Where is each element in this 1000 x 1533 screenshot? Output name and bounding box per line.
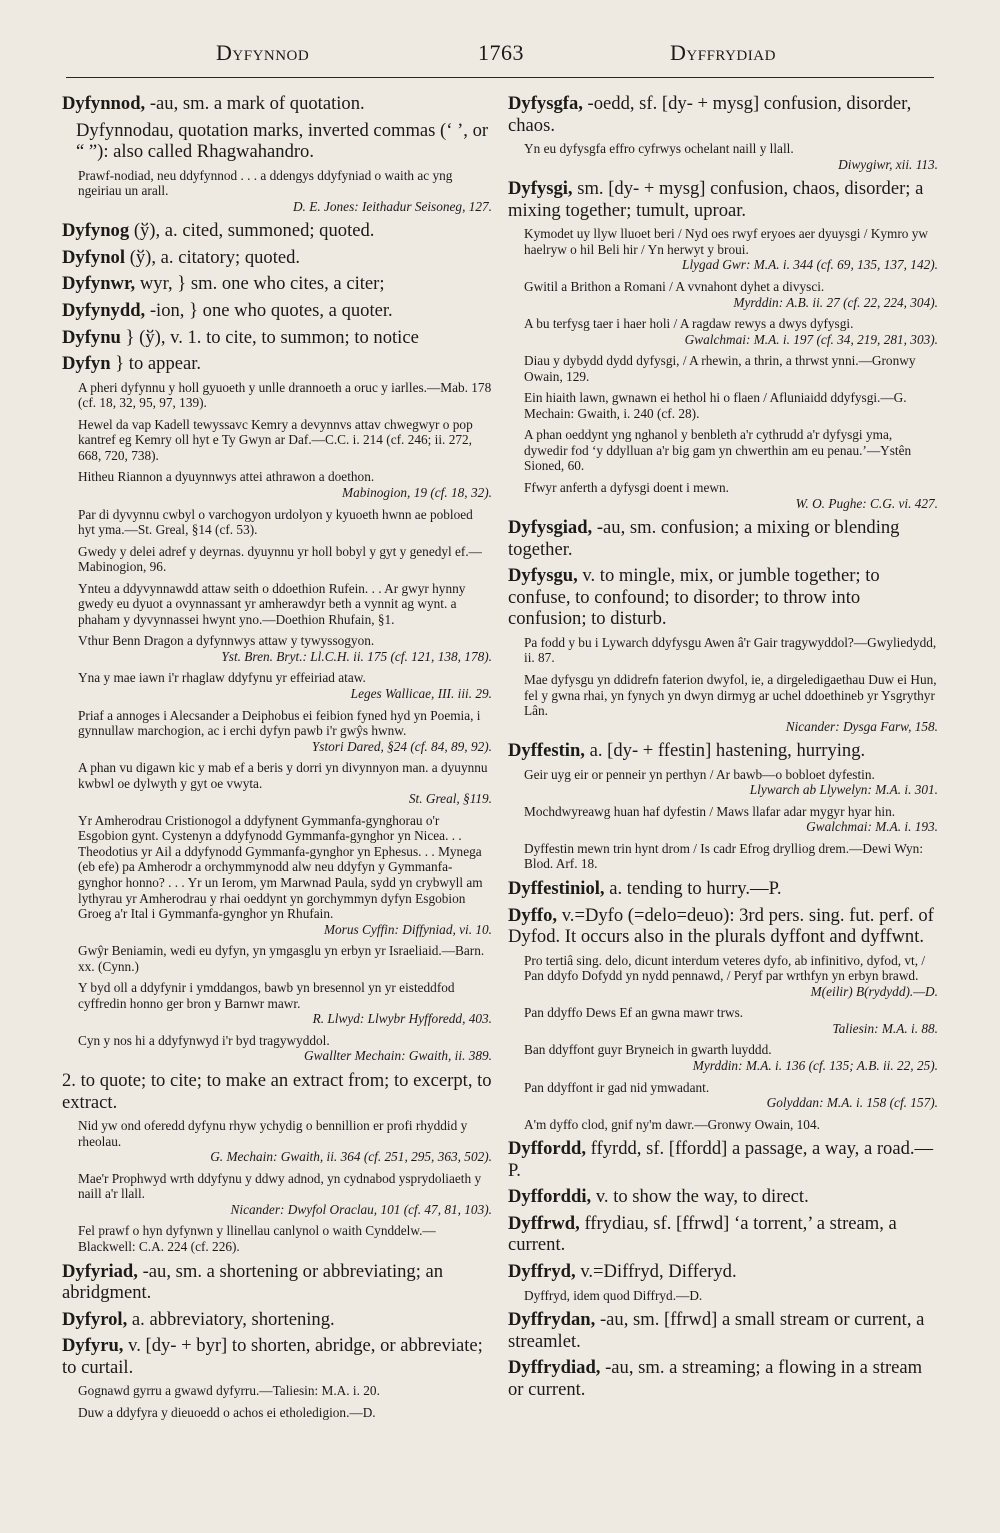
quotation <box>524 427 938 474</box>
quotation-text: Par di dyvynnu cwbyl o varchogyon urdolyon y kyuoeth hwnn ae pobloed hyt yma.—St. Greal, §14 (cf. 53). <box>78 506 473 538</box>
dictionary-entry <box>62 1309 492 1331</box>
quotation <box>78 943 492 974</box>
quotation-text: A pheri dyfynnu y holl gyuoeth y unlle drannoeth a oruc y iarlles.—Mab. 178 (cf. 18, 32, 95, 97, 139). <box>78 379 492 411</box>
definition: (ў), a. cited, summoned; quoted. <box>133 220 375 242</box>
dictionary-entry <box>508 565 938 630</box>
quotation-text: Mae'r Prophwyd wrth ddyfynu y ddwy adnod, yn cydnabod ysprydoliaeth y naill a'r llall. <box>78 1170 482 1202</box>
quotation <box>524 1288 938 1304</box>
dictionary-entry <box>508 1309 938 1352</box>
quotation <box>78 633 492 664</box>
quotation <box>524 1005 938 1036</box>
citation: Morus Cyffin: Diffyniad, vi. 10. <box>323 921 492 937</box>
headword: Dyfynydd, <box>62 300 146 322</box>
dictionary-entry <box>62 93 492 115</box>
quotation-text: Pa fodd y bu i Lywarch ddyfysgu Awen â'r Gair tragywyddol?—Gwyliedydd, ii. 87. <box>524 634 937 666</box>
citation: G. Mechain: Gwaith, ii. 364 (cf. 251, 295, 363, 502). <box>210 1149 492 1165</box>
quotation <box>78 813 492 937</box>
definition: -au, sm. a mark of quotation. <box>149 93 365 114</box>
citation: Myrddin: A.B. ii. 27 (cf. 22, 224, 304). <box>733 294 938 310</box>
definition: -oedd, sf. [dy- + mysg] confusion, disorder, chaos. <box>508 93 912 136</box>
quotation <box>78 168 492 215</box>
definition: -au, sm. a streaming; a flowing in a stream or current. <box>508 1357 923 1400</box>
dictionary-entry <box>62 220 492 242</box>
quotation-text: Nid yw ond oferedd dyfynu rhyw ychydig o bennillion er profi rhyddid y rheolau. <box>78 1118 468 1149</box>
quotation <box>524 316 938 347</box>
headword: Dyffordd, <box>508 1138 586 1160</box>
citation: D. E. Jones: Ieithadur Seisoneg, 127. <box>292 198 492 214</box>
quotation <box>78 670 492 701</box>
dictionary-entry <box>62 300 492 322</box>
quotation <box>78 1171 492 1218</box>
quotation <box>524 953 938 1000</box>
quotation-text: Y byd oll a ddyfynir i ymddangos, bawb yn bresennol yn yr eisteddfod cyffredin honno ger bron y Barnwr mawr. <box>78 980 455 1011</box>
quotation-text: A phan oeddynt yng nghanol y benbleth a'r cythrudd a'r dyfysgi yma, dywedir fod ‘y ddylluan a'r big gam yn chwerthin am eu penau.’—Ystên Sioned, 60. <box>524 427 912 474</box>
definition: a. abbreviatory, shortening. <box>131 1308 335 1330</box>
header-rule <box>66 77 934 78</box>
quotation <box>524 767 938 798</box>
citation: Gwalchmai: M.A. i. 193. <box>806 819 938 835</box>
headword: Dyfforddi, <box>508 1186 592 1208</box>
definition: ffyrdd, sf. [ffordd] a passage, a way, a road.—P. <box>508 1138 934 1181</box>
dictionary-entry <box>508 1186 938 1208</box>
quotation-text: Kymodet uy llyw lluoet beri / Nyd oes rwyf eryoes aer dyuysgi / Kymro yw haelryw o hil Beli hir / Yn herwyt y broui. <box>524 226 929 257</box>
definition: } (ў), v. 1. to cite, to summon; to notice <box>125 326 419 348</box>
headword: Dyfyriad, <box>62 1260 138 1282</box>
headword: Dyffestiniol, <box>508 878 605 900</box>
headword: Dyfyrol, <box>62 1308 128 1330</box>
definition: a. [dy- + ffestin] hastening, hurrying. <box>589 740 866 762</box>
definition: v. [dy- + byr] to shorten, abridge, or abbreviate; to curtail. <box>62 1335 483 1378</box>
headword: Dyffrydiad, <box>508 1357 601 1379</box>
quotation-text: A phan vu digawn kic y mab ef a beris y dorri yn divynnyon man. a dyuynnu kwbwl oe dylwyth y gyt oe vwyta. <box>78 760 488 791</box>
quotation <box>78 708 492 755</box>
headword: Dyfysgu, <box>508 565 578 587</box>
quotation <box>524 1080 938 1111</box>
right-column <box>508 93 938 1405</box>
citation: Llywarch ab Llywelyn: M.A. i. 301. <box>749 782 938 798</box>
headword: Dyfynog <box>62 220 130 242</box>
dictionary-entry <box>62 1335 492 1378</box>
definition: -au, sm. [ffrwd] a small stream or current, a streamlet. <box>508 1309 925 1352</box>
quotation-text: Ein hiaith lawn, gwnawn ei hethol hi o flaen / Afluniaidd ddyfysgi.—G. Mechain: Gwaith, i. 240 (cf. 28). <box>524 390 907 421</box>
quotation-text: Dyffestin mewn trin hynt drom / Is cadr Efrog drylliog drem.—Dewi Wyn: Blod. Arf. 18. <box>524 840 924 872</box>
quotation <box>78 417 492 464</box>
definition: v.=Dyfo (=delo=deuo): 3rd pers. sing. fut. perf. of Dyfod. It occurs also in the plurals dyffont and dyffwnt. <box>508 904 934 948</box>
page-number: 1763 <box>478 40 524 65</box>
sub-definition <box>76 120 492 163</box>
headword: Dyffo, <box>508 904 558 926</box>
quotation-text: Gwitil a Brithon a Romani / A vvnahont dyhet a divysci. <box>524 278 825 294</box>
headword: Dyfynwr, <box>62 273 136 295</box>
quotation-text: Priaf a annoges i Alecsander a Deiphobus ei feibion fyned hyd yn Poemia, i gynnullaw marchogion, ac i erchi dyfyn pawb i'r gwŷs hwnw. <box>78 707 481 739</box>
quotation <box>78 469 492 500</box>
quotation-text: Vthur Benn Dragon a dyfynnwys attaw y tywyssogyon. <box>78 633 375 649</box>
headword: Dyfysgiad, <box>508 517 593 539</box>
dictionary-entry <box>62 273 492 295</box>
quotation <box>78 544 492 575</box>
headword: Dyffestin, <box>508 740 585 762</box>
dictionary-entry <box>508 878 938 900</box>
quotation <box>524 390 938 421</box>
quotation <box>78 1223 492 1254</box>
left-column <box>62 93 492 1426</box>
headword: Dyffrwd, <box>508 1212 580 1234</box>
headword: Dyfysgi, <box>508 178 573 200</box>
quotation-text: Geir uyg eir or penneir yn perthyn / Ar bawb—o bobloet dyfestin. <box>524 766 875 782</box>
quotation <box>524 279 938 310</box>
quotation <box>78 380 492 411</box>
citation: Nicander: Dwyfol Oraclau, 101 (cf. 47, 81, 103). <box>230 1201 492 1217</box>
quotation <box>524 480 938 511</box>
citation: Myrddin: M.A. i. 136 (cf. 135; A.B. ii. 22, 25). <box>692 1058 938 1073</box>
citation: Diwygiwr, xii. 113. <box>838 156 938 172</box>
definition: v. to show the way, to direct. <box>595 1186 809 1208</box>
quotation <box>524 635 938 666</box>
citation: M(eilir) B(rydydd).—D. <box>810 983 938 999</box>
quotation-text: Prawf-nodiad, neu ddyfynnod . . . a ddengys ddyfyniad o waith ac yng ngeiriau un arall. <box>78 167 453 199</box>
quotation <box>78 1033 492 1064</box>
running-head-left: Dyfynnod <box>216 40 310 65</box>
citation: Yst. Bren. Bryt.: Ll.C.H. ii. 175 (cf. 121, 138, 178). <box>221 648 492 664</box>
quotation-text: A'm dyffo clod, gnif ny'm dawr.—Gronwy Owain, 104. <box>524 1116 820 1132</box>
citation: St. Greal, §119. <box>408 791 492 807</box>
dictionary-entry <box>508 517 938 560</box>
numbered-sense <box>62 1070 492 1113</box>
headword: Dyfynnod, <box>62 93 146 114</box>
quotation <box>78 980 492 1027</box>
headword: Dyfysgfa, <box>508 93 583 114</box>
quotation-text: Ban ddyffont guyr Bryneich in gwarth luyddd. <box>524 1042 772 1058</box>
running-head-right: Dyffrydiad <box>670 40 776 65</box>
dictionary-entry <box>508 93 938 136</box>
quotation-text: Ynteu a ddyvynnawdd attaw seith o ddoethion Rufein. . . Ar gwyr hynny gwedy eu dyuot a ovynnassant yr amherawdyr beth a vynnit ag wynt. a phaham y dyvynnassei hwynt yno.—Doethion Rhufain, §1. <box>78 580 466 627</box>
headword: Dyfynu <box>62 326 121 348</box>
quotation-text: Pan ddyffont ir gad nid ymwadant. <box>524 1079 710 1095</box>
quotation-text: Fel prawf o hyn dyfynwn y llinellau canlynol o waith Cynddelw.—Blackwell: C.A. 224 (cf. 226). <box>78 1223 436 1254</box>
citation: Nicander: Dysga Farw, 158. <box>785 718 938 734</box>
quotation-text: Hitheu Riannon a dyuynnwys attei athrawon a doethon. <box>78 469 375 485</box>
headword: Dyfynol <box>62 246 126 268</box>
definition: v. to mingle, mix, or jumble together; to confuse, to confound; to disorder; to throw into confusion; to disturb. <box>508 565 880 630</box>
quotation-text: Pan ddyffo Dews Ef an gwna mawr trws. <box>524 1005 744 1021</box>
headword: Dyffrydan, <box>508 1309 596 1331</box>
citation: Llygad Gwr: M.A. i. 344 (cf. 69, 135, 137, 142). <box>682 257 938 273</box>
headword: Dyfyru, <box>62 1335 124 1357</box>
quotation <box>524 841 938 872</box>
dictionary-entry <box>508 178 938 221</box>
definition: v.=Diffryd, Differyd. <box>580 1261 737 1282</box>
headword: Dyfyn <box>62 353 111 375</box>
definition: ffrydiau, sf. [ffrwd] ‘a torrent,’ a stream, a current. <box>508 1212 897 1256</box>
dictionary-entry <box>508 1357 938 1400</box>
citation: Gwalchmai: M.A. i. 197 (cf. 34, 219, 281, 303). <box>684 331 938 347</box>
citation: Ystori Dared, §24 (cf. 84, 89, 92). <box>311 738 492 754</box>
quotation-text: Yn eu dyfysgfa effro cyfrwys ochelant naill y llall. <box>524 141 794 157</box>
quotation-text: A bu terfysg taer i haer holi / A ragdaw rewys a dwys dyfysgi. <box>524 316 854 332</box>
quotation-text: Hewel da vap Kadell tewyssavc Kemry a devynnvs attav chwegwyr o pop kantref eg Kemry oll hyt e Ty Gwyn ar Daf.—C.C. i. 214 (cf. 246; ii. 272, 668, 720, 738). <box>78 416 473 463</box>
dictionary-entry <box>508 1261 938 1283</box>
citation: R. Llwyd: Llwybr Hyfforedd, 403. <box>312 1011 492 1027</box>
quotation <box>524 141 938 172</box>
quotation <box>524 1117 938 1133</box>
citation: Mabinogion, 19 (cf. 18, 32). <box>342 484 492 500</box>
citation: W. O. Pughe: C.G. vi. 427. <box>795 495 938 511</box>
citation: Gwallter Mechain: Gwaith, ii. 389. <box>304 1048 492 1064</box>
quotation <box>524 1042 938 1073</box>
quotation-text: Dyffryd, idem quod Diffryd.—D. <box>524 1287 703 1303</box>
definition: } to appear. <box>115 353 202 375</box>
quotation-text: Gognawd gyrru a gwawd dyfyrru.—Taliesin: M.A. i. 20. <box>78 1383 380 1399</box>
quotation-text: Duw a ddyfyra y dieuoedd o achos ei etholedigion.—D. <box>78 1404 376 1420</box>
dictionary-entry <box>508 905 938 948</box>
quotation-text: Yr Amherodrau Cristionogol a ddyfynent Gymmanfa-gynghorau o'r Esgobion gynt. Cystenyn a ddyfynodd Gymmanfa-gynghor yn Nicea. . . Theodotius yr Ail a ddyfynodd Gymmanfa-gynghor yn Ephesus. . . Mynega (eb efe) pa Amherodr a orchymmynodd alw neu ddyfyn y Gymmanfa-gynghor honno? . . . Yr un Ierom, ym Marwnad Paula, sydd yn crybwyll am lythyrau yr Amherodrau y rhai oeddynt yn gorchymmyn dyfyn Esgobion Groeg a'r Ital i Gymmanfa-gynghor yn Rhufain. <box>78 812 483 922</box>
dictionary-entry <box>62 247 492 269</box>
quotation-text: Mae dyfysgu yn ddidrefn faterion dwyfol, ie, a dirgeledigaethau Duw ei Hun, fel y gwna rhai, yn fynych yn dwyn dirmyg ar uchel ddoethineb yr Ysgrythyr Lân. <box>524 672 937 719</box>
quotation <box>78 581 492 628</box>
quotation-text: Diau y dybydd dydd dyfysgi, / A rhewin, a thrin, a thrwst ynni.—Gronwy Owain, 129. <box>524 353 916 384</box>
quotation <box>78 760 492 807</box>
quotation-text: Mochdwyreawg huan haf dyfestin / Maws llafar adar mygyr hyar hin. <box>524 803 896 819</box>
quotation <box>78 1383 492 1399</box>
dictionary-entry <box>508 1213 938 1256</box>
dictionary-entry <box>62 1261 492 1304</box>
citation: Taliesin: M.A. i. 88. <box>832 1020 938 1036</box>
quotation <box>78 507 492 538</box>
definition: sm. [dy- + mysg] confusion, chaos, disorder; a mixing together; tumult, uproar. <box>508 178 924 221</box>
quotation-text: Gwŷr Beniamin, wedi eu dyfyn, yn ymgasglu yn erbyn yr Israeliaid.—Barn. xx. (Cynn.) <box>78 943 485 974</box>
quotation-text: Dyfynnodau, quotation marks, inverted commas (‘ ’, or “ ”): also called Rhagwahandro. <box>76 119 489 163</box>
quotation <box>524 353 938 384</box>
quotation <box>78 1405 492 1421</box>
dictionary-entry <box>508 740 938 762</box>
dictionary-entry <box>62 353 492 375</box>
quotation-text: Pro tertiâ sing. delo, dicunt interdum veteres dyfo, ab infinitivo, dyfod, vt, / Pan ddyfo Dofydd yn nydd pennawd, / Peryf par wrthfyn yn erbyn brawd. <box>524 952 926 984</box>
definition: -ion, } one who quotes, a quoter. <box>149 300 393 322</box>
quotation-text: Ffwyr anferth a dyfysgi doent i mewn. <box>524 480 729 495</box>
definition: a. tending to hurry.—P. <box>609 878 782 900</box>
definition: (ў), a. citatory; quoted. <box>129 246 301 268</box>
quotation-text: Gwedy y delei adref y deyrnas. dyuynnu yr holl bobyl y gyt y genedyl ef.—Mabinogion, 96. <box>78 543 482 575</box>
quotation <box>524 804 938 835</box>
headword: Dyffryd, <box>508 1261 576 1282</box>
dictionary-entry <box>508 1138 938 1181</box>
quotation <box>78 1118 492 1165</box>
definition: wyr, } sm. one who cites, a citer; <box>139 273 385 295</box>
quotation-text: 2. to quote; to cite; to make an extract from; to excerpt, to extract. <box>62 1070 492 1113</box>
citation: Leges Wallicae, III. iii. 29. <box>350 686 492 701</box>
quotation-text: Yna y mae iawn i'r rhaglaw ddyfynu yr effeiriad ataw. <box>78 670 366 686</box>
quotation-text: Cyn y nos hi a ddyfynwyd i'r byd tragywyddol. <box>78 1032 330 1048</box>
dictionary-entry <box>62 327 492 349</box>
citation: Golyddan: M.A. i. 158 (cf. 157). <box>766 1095 938 1111</box>
definition: -au, sm. a shortening or abbreviating; an abridgment. <box>62 1260 444 1304</box>
quotation <box>524 226 938 273</box>
quotation <box>524 672 938 734</box>
definition: -au, sm. confusion; a mixing or blending together. <box>508 517 900 560</box>
